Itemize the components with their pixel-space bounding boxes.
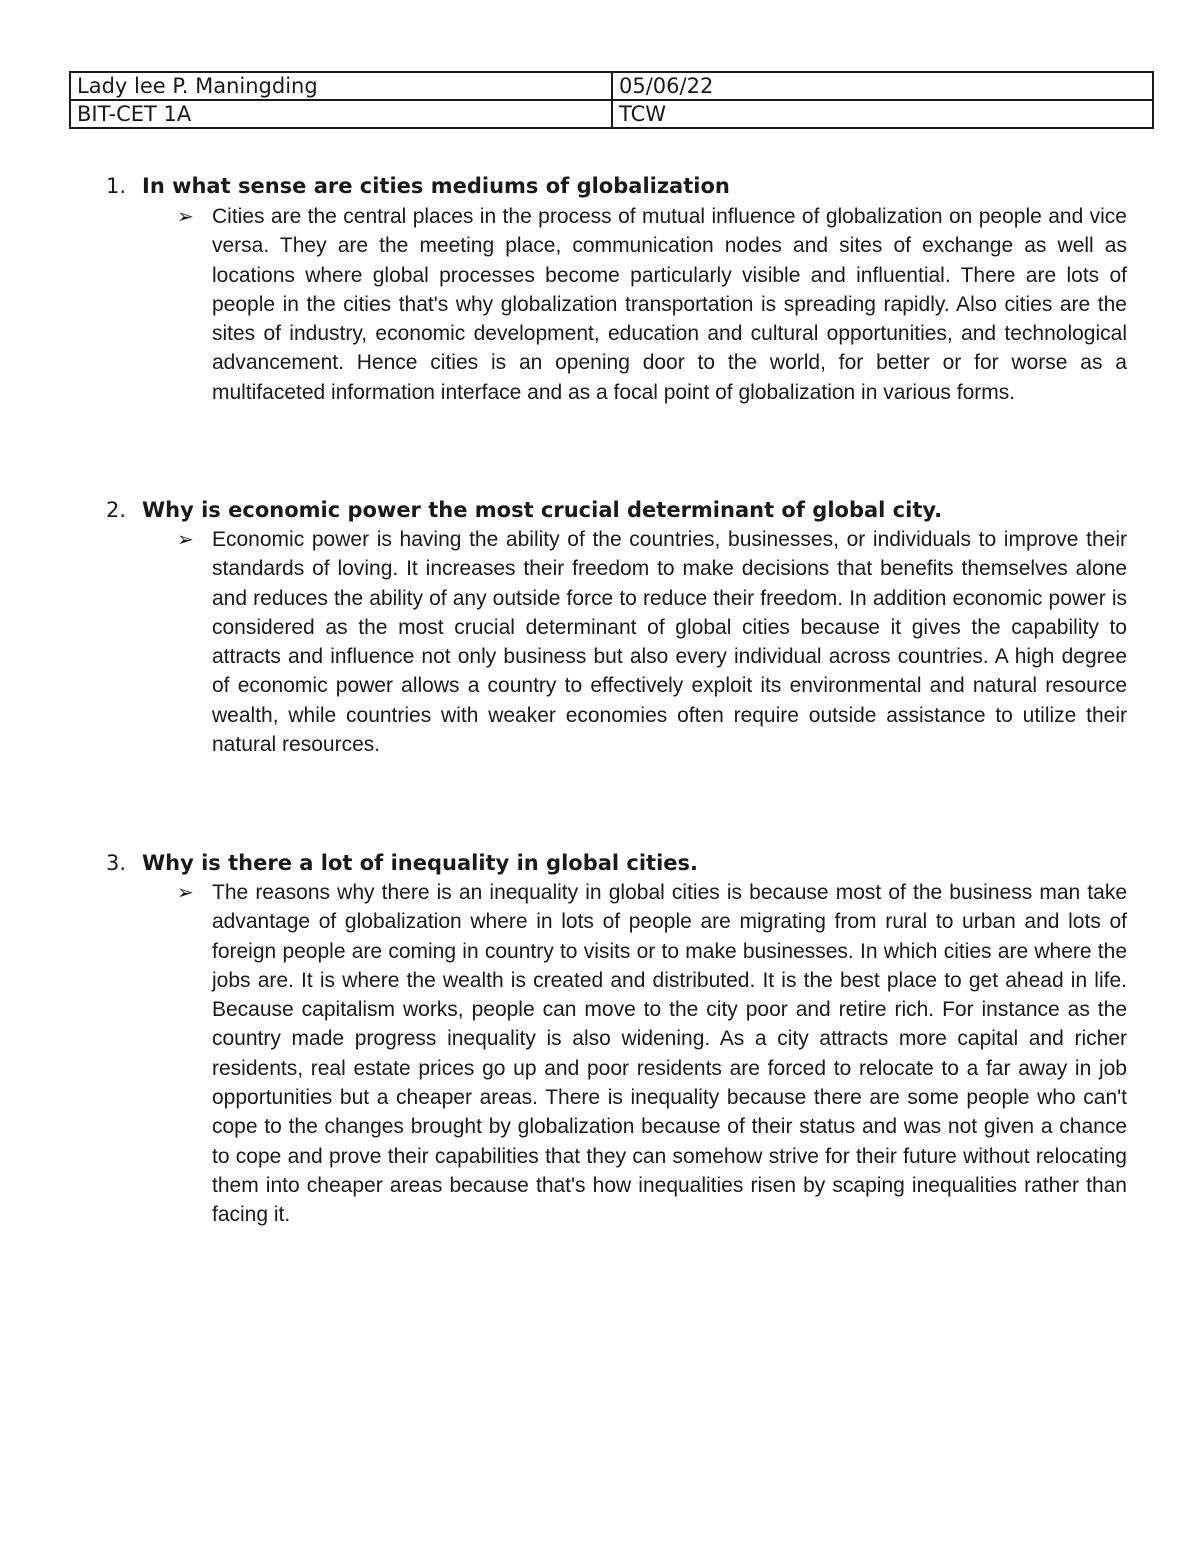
header-table <box>69 71 1154 129</box>
header-row-2 <box>70 100 1153 128</box>
student-name: Lady lee P. Maningding <box>70 72 612 100</box>
bullet-arrow-icon: ➢ <box>177 527 194 551</box>
question-1-number: 1. <box>106 174 127 198</box>
header-row-1 <box>70 72 1153 100</box>
question-2-number: 2. <box>106 498 127 522</box>
question-2-text: Why is economic power the most crucial determinant of global city. <box>142 498 943 522</box>
submission-date: 05/06/22 <box>612 72 1153 100</box>
question-3-heading <box>106 848 698 878</box>
question-1-heading <box>106 171 730 201</box>
answer-3: The reasons why there is an inequality in global cities is because most of the business man take advantage of globalization where in lots of people are migrating from rural to urban and lots of foreign people are coming in country to visits or to make businesses. In which cities are where the jobs are. It is where the wealth is created and distributed. It is the best place to get ahead in life. Because capitalism works, people can move to the city poor and retire rich. For instance as the country made progress inequality is also widening. As a city attracts more capital and richer residents, real estate prices go up and poor residents are forced to relocate to a far away in job opportunities but a cheaper areas. There is inequality because there are some people who can't cope to the changes brought by globalization because of their status and was not given a chance to cope and prove their capabilities that they can somehow strive for their future without relocating them into cheaper areas because that's how inequalities risen by scaping inequalities rather than facing it. <box>212 881 1127 1227</box>
answer-1: Cities are the central places in the process of mutual influence of globalization on people and vice versa. They are the meeting place, communication nodes and sites of exchange as well as locations where global processes become particularly visible and influential. There are lots of people in the cities that's why globalization transportation is spreading rapidly. Also cities are the sites of industry, economic development, education and cultural opportunities, and technological advancement. Hence cities is an opening door to the world, for better or for worse as a multifaceted information interface and as a focal point of globalization in various forms. <box>212 205 1127 404</box>
subject-code: TCW <box>612 100 1153 128</box>
bullet-arrow-icon: ➢ <box>177 204 194 228</box>
question-1-text: In what sense are cities mediums of globalization <box>142 174 730 198</box>
answer-2: Economic power is having the ability of the countries, businesses, or individuals to improve their standards of loving. It increases their freedom to make decisions that benefits themselves alone and reduces the ability of any outside force to reduce their freedom. In addition economic power is considered as the most crucial determinant of global cities because it gives the capability to attracts and influence not only business but also every individual across countries. A high degree of economic power allows a country to effectively exploit its environmental and natural resource wealth, while countries with weaker economies often require outside assistance to utilize their natural resources. <box>212 528 1127 757</box>
course-section: BIT-CET 1A <box>70 100 612 128</box>
question-3-number: 3. <box>106 851 127 875</box>
question-2-heading <box>106 495 942 525</box>
question-3-text: Why is there a lot of inequality in global cities. <box>142 851 699 875</box>
bullet-arrow-icon: ➢ <box>177 880 194 904</box>
